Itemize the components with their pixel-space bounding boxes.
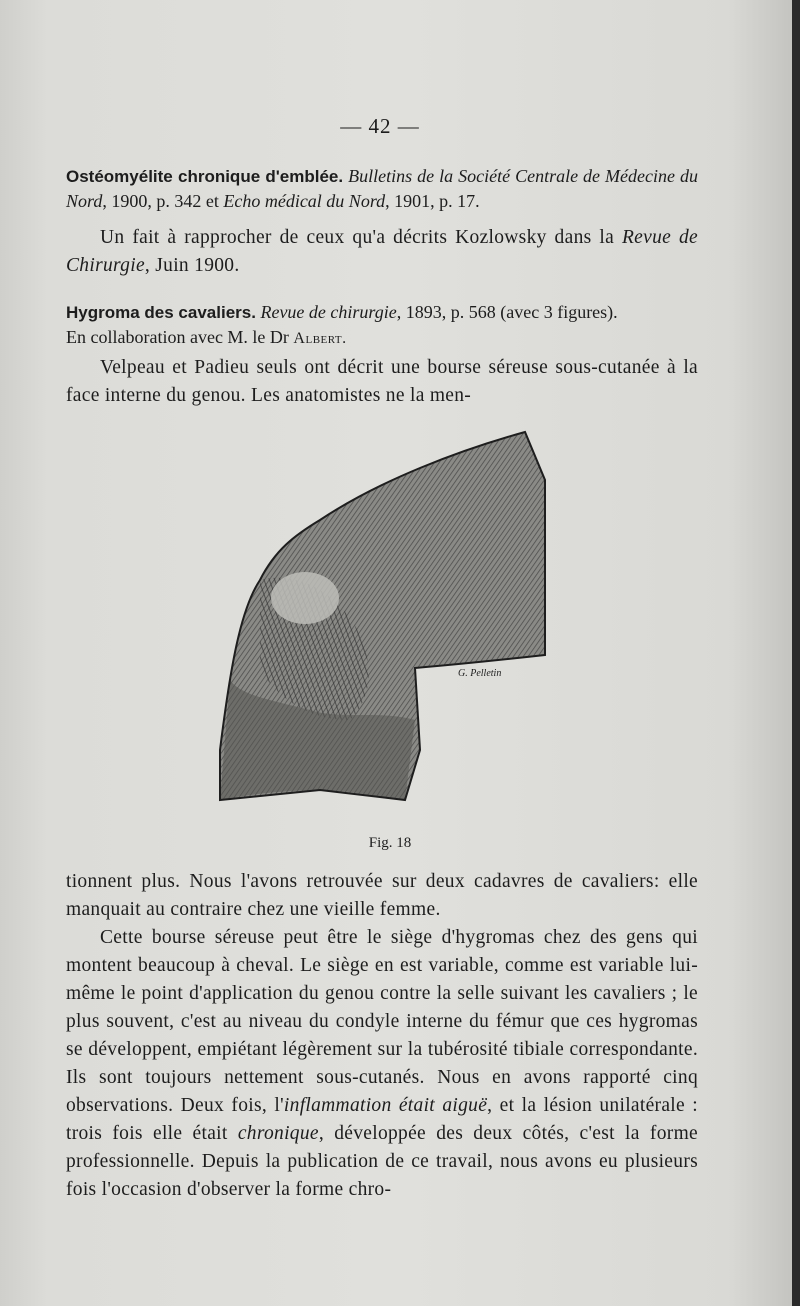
- figure-caption: Fig. 18: [368, 835, 412, 851]
- entry-1-title: Ostéomyélite chronique d'emblée.: [66, 167, 344, 186]
- paragraph-2: tionnent plus. Nous l'avons retrouvée sur deux cadavres de cavaliers: elle manquait au contraire chez une vieille femme.: [66, 871, 698, 920]
- entry-1-ref-2: , 1901, p. 17.: [385, 191, 480, 211]
- entry-1-journal-1: Bulletins de la Société Centrale de Médecine du Nord: [66, 166, 698, 211]
- entry-1-body-text: Un fait à rapprocher de ceux qu'a décrits Kozlowsky dans la: [100, 227, 622, 248]
- paragraph-3-italic-2: chronique: [237, 1123, 319, 1144]
- entry-1-body-date: , Juin 1900.: [144, 255, 240, 276]
- entry-1-heading: [66, 164, 698, 214]
- entry-2-journal: Revue de chirurgie: [260, 302, 397, 322]
- entry-2-ref: , 1893, p. 568 (avec 3 figures).: [396, 302, 618, 322]
- paragraph-3-text-c: , développée des deux côtés, c'est la forme professionnelle. Depuis la publication de ce travail, nous avons eu plusieurs fois l'occasion d'observer la forme chro-: [66, 1123, 698, 1200]
- paragraph-3-text-b: , et la lésion unilatérale : trois fois elle était: [66, 1095, 699, 1144]
- entry-1-journal-2: Echo médical du Nord: [223, 191, 386, 211]
- entry-1-body-journal: Revue de Chirurgie: [66, 227, 698, 276]
- entry-1-ref-1: , 1900, p. 342 et: [102, 191, 224, 211]
- entry-1-body: [66, 224, 698, 280]
- paragraph-3: [66, 924, 698, 1204]
- artist-signature: G. Pelletin: [458, 668, 502, 679]
- entry-2-title: Hygroma des cavaliers.: [66, 303, 256, 322]
- entry-2-heading: [66, 300, 698, 351]
- knee-illustration: [200, 420, 560, 830]
- paragraph-3-text-a: Cette bourse séreuse peut être le siège d'hygromas chez des gens qui montent beaucoup à cheval. Le siège en est variable, comme est variable lui-même le point d'application du genou contre la selle suivant les cavaliers ; le plus souvent, c'est au niveau du condyle interne du fémur que ces hygromas se développent, empiétant légèrement sur la tubérosité tibiale correspondante. Ils sont toujours nettement sous-cutanés. Nous en avons rapporté cinq observations. Deux fois, l': [66, 927, 698, 1116]
- paragraph-1: Velpeau et Padieu seuls ont décrit une bourse séreuse sous-cutanée à la face interne du genou. Les anatomistes ne la men-: [66, 357, 698, 406]
- entry-2-collab: En collaboration avec M. le Dr: [66, 327, 289, 347]
- page-number: — 42 —: [340, 114, 420, 138]
- paragraph-3-italic-1: inflammation était aiguë: [283, 1095, 488, 1116]
- entry-2-collab-name: Albert.: [293, 330, 347, 347]
